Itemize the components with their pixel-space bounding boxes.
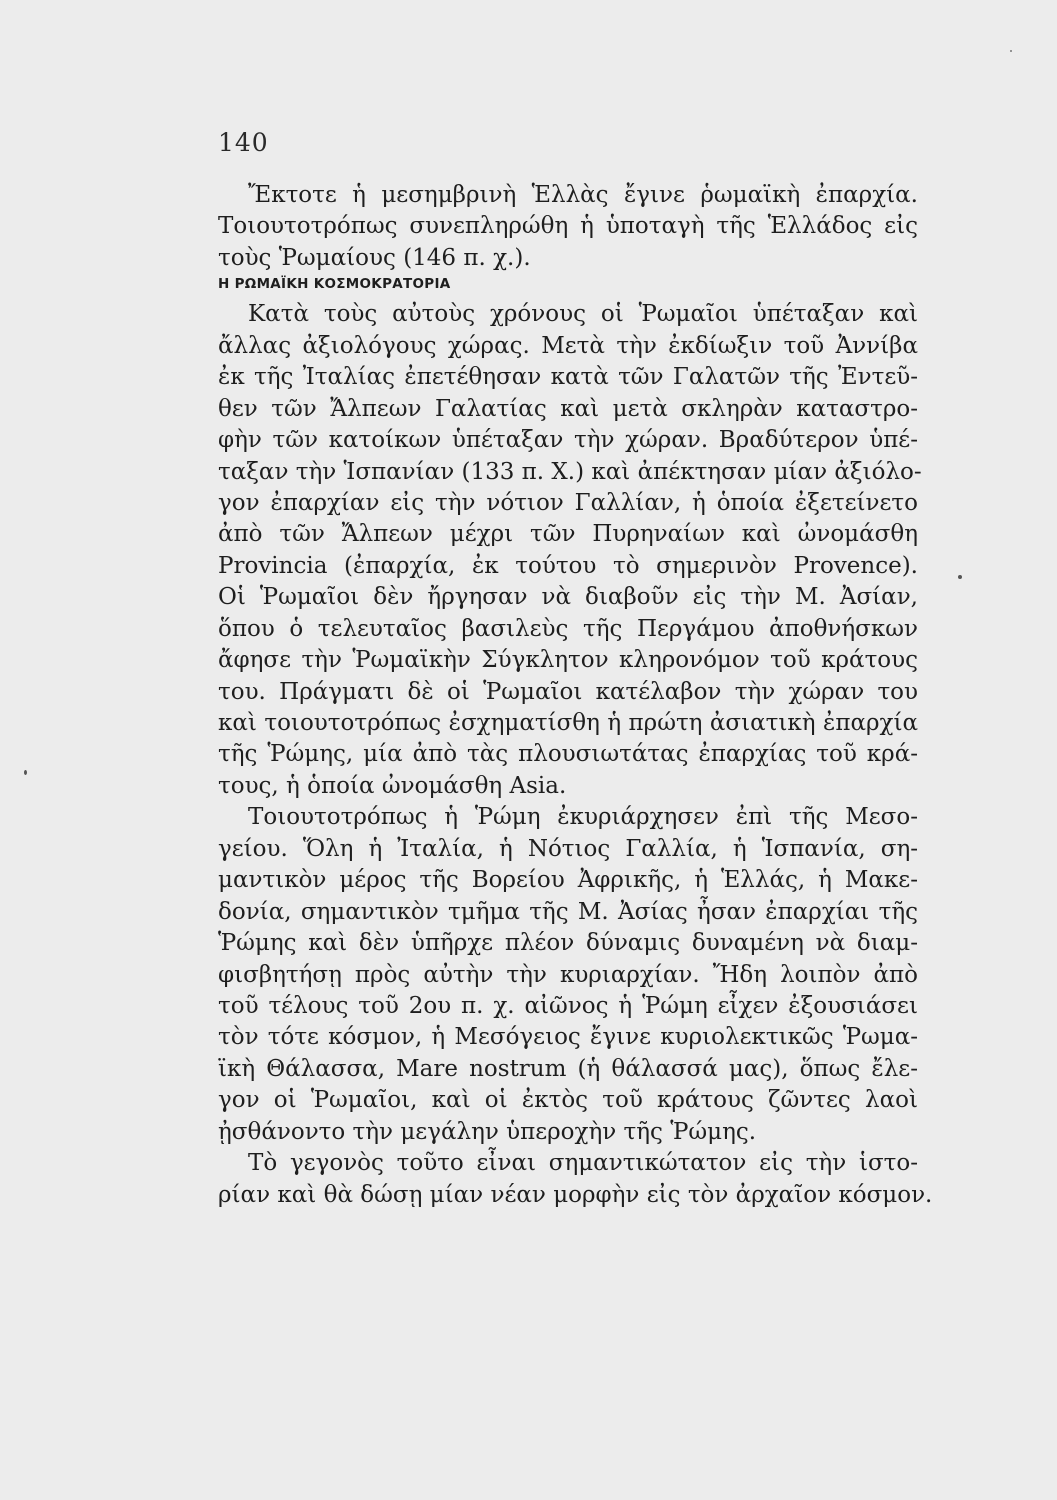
text-line: του. Πράγματι δὲ οἱ Ῥωμαῖοι κατέλαβον τὴν χώραν του [218, 678, 918, 705]
text-line: ἄφησε τὴν Ῥωμαϊκὴν Σύγκλητον κληρονόμον τοῦ κράτους [218, 647, 918, 674]
section-heading: Η ΡΩΜΑΪΚΗ ΚΟΣΜΟΚΡΑΤΟΡΙΑ [218, 276, 451, 293]
scan-speck [24, 770, 27, 775]
text-line: Provincia (ἐπαρχία, ἐκ τούτου τὸ σημερινὸν Provence). [218, 552, 918, 579]
text-line: Ῥώμης καὶ δὲν ὑπῆρχε πλέον δύναμις δυναμένη νὰ διαμ- [218, 930, 918, 957]
body-text [218, 180, 933, 1211]
text-line: ὅπου ὁ τελευταῖος βασιλεὺς τῆς Περγάμου ἀποθνήσκων [218, 615, 918, 642]
text-line: τους, ἡ ὁποία ὠνομάσθη Asia. [218, 772, 567, 799]
text-line: μαντικὸν μέρος τῆς Βορείου Ἀφρικῆς, ἡ Ἑλλάς, ἡ Μακε- [218, 867, 918, 894]
text-line: φισβητήσῃ πρὸς αὐτὴν τὴν κυριαρχίαν. Ἤδη λοιπὸν ἀπὸ [218, 961, 918, 988]
text-line: ᾐσθάνοντο τὴν μεγάλην ὑπεροχὴν τῆς Ῥώμης. [218, 1118, 757, 1145]
text-line: Ἔκτοτε ἡ μεσημβρινὴ Ἑλλὰς ἔγινε ῥωμαϊκὴ ἐπαρχία. [248, 182, 918, 208]
text-line: Τοιουτοτρόπως ἡ Ῥώμη ἐκυριάρχησεν ἐπὶ τῆς Μεσο- [248, 804, 918, 831]
text-line: Κατὰ τοὺς αὐτοὺς χρόνους οἱ Ῥωμαῖοι ὑπέταξαν καὶ [248, 301, 918, 328]
scan-speck [958, 575, 962, 579]
text-line: ἄλλας ἀξιολόγους χώρας. Μετὰ τὴν ἐκδίωξιν τοῦ Ἀννίβα [218, 332, 918, 359]
text-line: ταξαν τὴν Ἱσπανίαν (133 π. Χ.) καὶ ἀπέκτησαν μίαν ἀξιόλο- [218, 458, 922, 485]
text-line: ἀπὸ τῶν Ἄλπεων μέχρι τῶν Πυρηναίων καὶ ὠνομάσθη [218, 521, 918, 548]
text-line: γείου. Ὅλη ἡ Ἰταλία, ἡ Νότιος Γαλλία, ἡ Ἱσπανία, ση- [218, 835, 918, 862]
text-line: τῆς Ῥώμης, μία ἀπὸ τὰς πλουσιωτάτας ἐπαρχίας τοῦ κρά- [218, 741, 918, 768]
text-line: γον ἐπαρχίαν εἰς τὴν νότιον Γαλλίαν, ἡ ὁποία ἐξετείνετο [218, 489, 918, 516]
text-line: Τὸ γεγονὸς τοῦτο εἶναι σημαντικώτατον εἰς τὴν ἱστο- [248, 1150, 918, 1177]
text-line: ϊκὴ Θάλασσα, Mare nostrum (ἡ θάλασσά μας), ὅπως ἔλε- [218, 1055, 918, 1082]
text-line: τοὺς Ῥωμαίους (146 π. χ.). [218, 244, 531, 271]
text-line: Οἱ Ῥωμαῖοι δὲν ἤργησαν νὰ διαβοῦν εἰς τὴν Μ. Ἀσίαν, [218, 584, 918, 611]
text-line: θεν τῶν Ἄλπεων Γαλατίας καὶ μετὰ σκληρὰν καταστρο- [218, 395, 918, 422]
text-line: τοῦ τέλους τοῦ 2ου π. χ. αἰῶνος ἡ Ῥώμη εἶχεν ἐξουσιάσει [218, 992, 918, 1019]
text-line: καὶ τοιουτοτρόπως ἐσχηματίσθη ἡ πρώτη ἀσιατικὴ ἐπαρχία [218, 710, 918, 736]
text-line: ἐκ τῆς Ἰταλίας ἐπετέθησαν κατὰ τῶν Γαλατῶν τῆς Ἐντεῦ- [218, 364, 918, 391]
page-number: 140 [218, 128, 269, 157]
text-line: δονία, σημαντικὸν τμῆμα τῆς Μ. Ἀσίας ἦσαν ἐπαρχίαι τῆς [218, 898, 918, 925]
text-line: τὸν τότε κόσμον, ἡ Μεσόγειος ἔγινε κυριολεκτικῶς Ῥωμα- [218, 1024, 918, 1051]
scan-speck [1010, 50, 1012, 52]
text-line: φὴν τῶν κατοίκων ὑπέταξαν τὴν χώραν. Βραδύτερον ὑπέ- [218, 427, 918, 454]
text-line: Τοιουτοτρόπως συνεπληρώθη ἡ ὑποταγὴ τῆς Ἑλλάδος εἰς [218, 213, 918, 240]
text-line: ρίαν καὶ θὰ δώσῃ μίαν νέαν μορφὴν εἰς τὸν ἀρχαῖον κόσμον. [218, 1181, 933, 1208]
text-line: γον οἱ Ῥωμαῖοι, καὶ οἱ ἐκτὸς τοῦ κράτους ζῶντες λαοὶ [218, 1087, 918, 1114]
